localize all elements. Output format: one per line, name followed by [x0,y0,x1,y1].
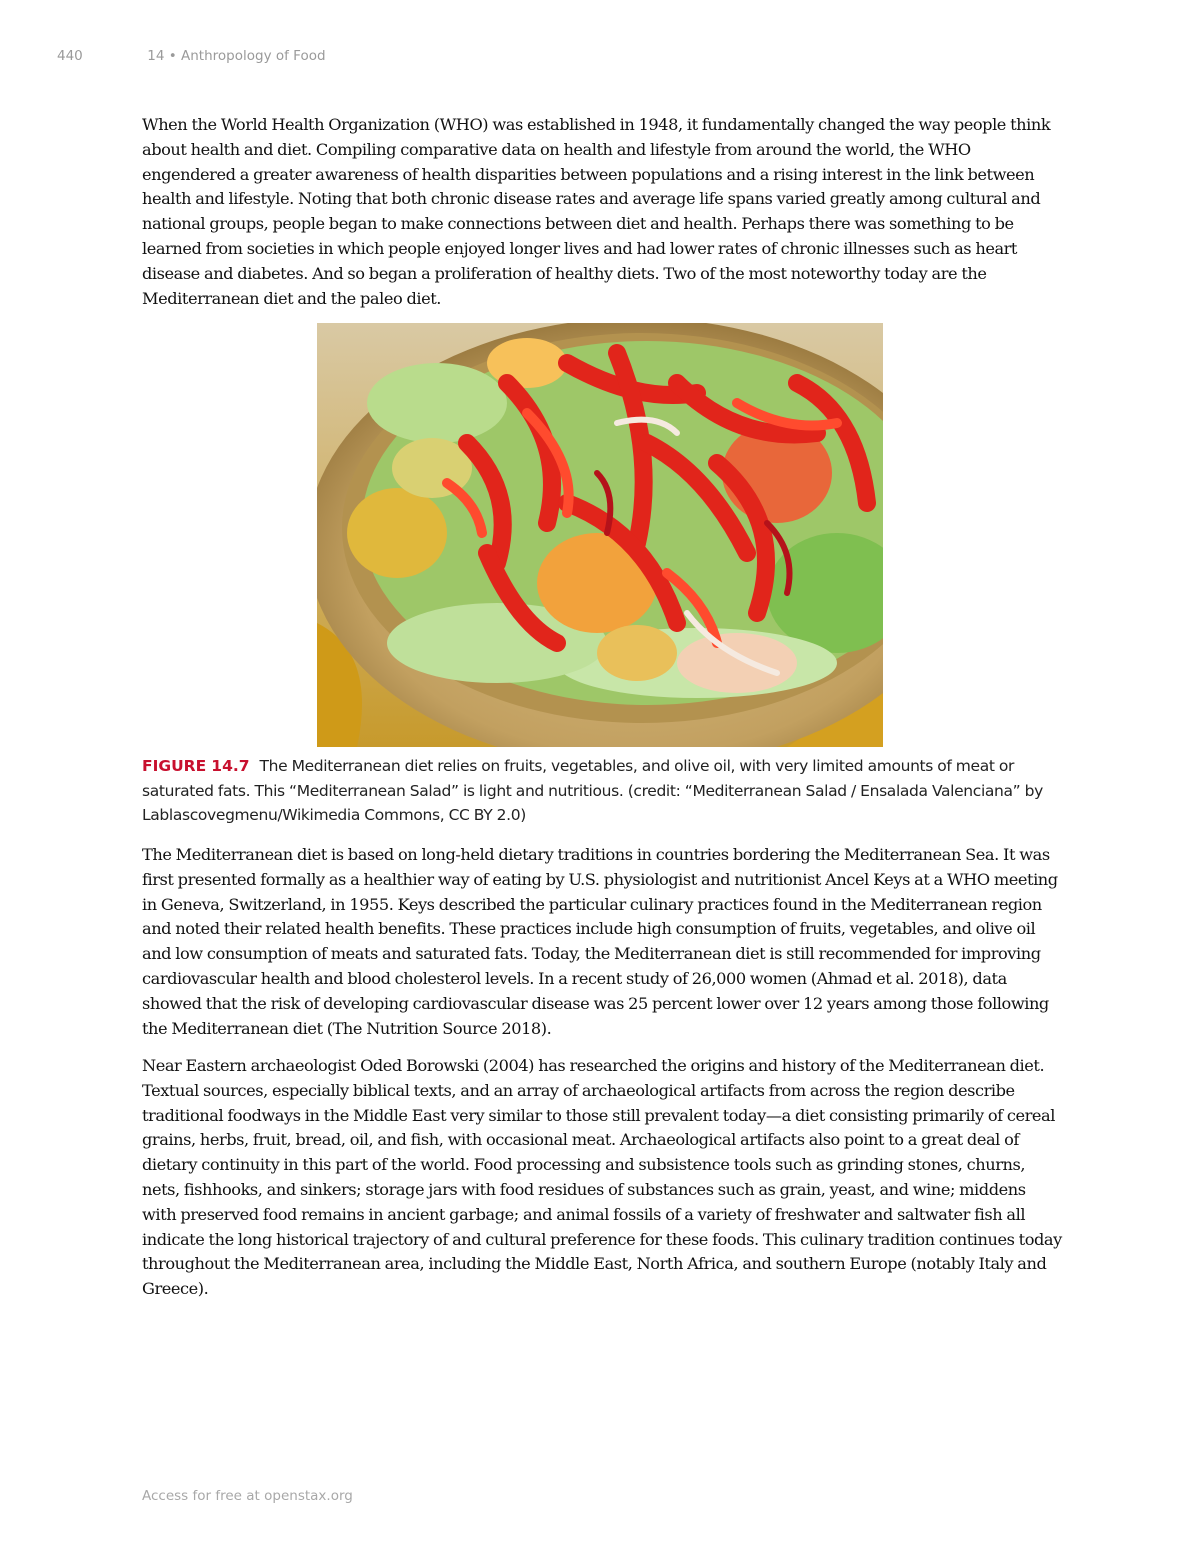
body-paragraph-borowski: Near Eastern archaeologist Oded Borowski (2004) has researched the origins and history of the Mediterranean diet. Textual sources, especially biblical texts, and an array of archaeological artifacts from across the region describe traditional foodways in the Middle East very similar to those still prevalent today—a diet consisting primarily of cereal grains, herbs, fruit, bread, oil, and fish, with occasional meat. Archaeological artifacts also point to a great deal of dietary continuity in this part of the world. Food processing and subsistence tools such as grinding stones, churns, nets, fishhooks, and sinkers; storage jars with food residues of substances such as grain, yeast, and wine; middens with preserved food remains in ancient garbage; and animal fossils of a variety of freshwater and saltwater fish all indicate the long historical trajectory of and cultural preference for these foods. This culinary tradition continues today throughout the Mediterranean area, including the Middle East, North Africa, and southern Europe (notably Italy and Greece). [142,1056,1062,1299]
footer-access-link[interactable]: Access for free at openstax.org [142,1488,353,1504]
figure-caption [142,754,1057,828]
figure-label: FIGURE 14.7 [142,757,250,775]
chapter-title: 14 • Anthropology of Food [147,48,326,64]
body-paragraph-intro: When the World Health Organization (WHO) was established in 1948, it fundamentally changed the way people think about health and diet. Compiling comparative data on health and lifestyle from around the world, the WHO engendered a greater awareness of health disparities between populations and a rising interest in the link between health and lifestyle. Noting that both chronic disease rates and average life spans varied greatly among cultural and national groups, people began to make connections between diet and health. Perhaps there was something to be learned from societies in which people enjoyed longer lives and had lower rates of chronic illnesses such as heart disease and diabetes. And so began a proliferation of healthy diets. Two of the most noteworthy today are the Mediterranean diet and the paleo diet. [142,115,1051,308]
page-number: 440 [57,48,83,64]
body-paragraph-mediterranean-diet: The Mediterranean diet is based on long-held dietary traditions in countries bordering the Mediterranean Sea. It was first presented formally as a healthier way of eating by U.S. physiologist and nutritionist Ancel Keys at a WHO meeting in Geneva, Switzerland, in 1955. Keys described the particular culinary practices found in the Mediterranean region and noted their related health benefits. These practices include high consumption of fruits, vegetables, and olive oil and low consumption of meats and saturated fats. Today, the Mediterranean diet is still recommended for improving cardiovascular health and blood cholesterol levels. In a recent study of 26,000 women (Ahmad et al. 2018), data showed that the risk of developing cardiovascular disease was 25 percent lower over 12 years among those following the Mediterranean diet (The Nutrition Source 2018). [142,845,1058,1038]
running-header [57,48,326,64]
figure-caption-text: The Mediterranean diet relies on fruits, vegetables, and olive oil, with very limited amounts of meat or saturated fats. This “Mediterranean Salad” is light and nutritious. (credit: “Mediterranean Salad / Ensalada Valenciana” by Lablascovegmenu/Wikimedia Commons, CC BY 2.0) [142,757,1043,824]
mediterranean-salad-photo [317,323,883,747]
